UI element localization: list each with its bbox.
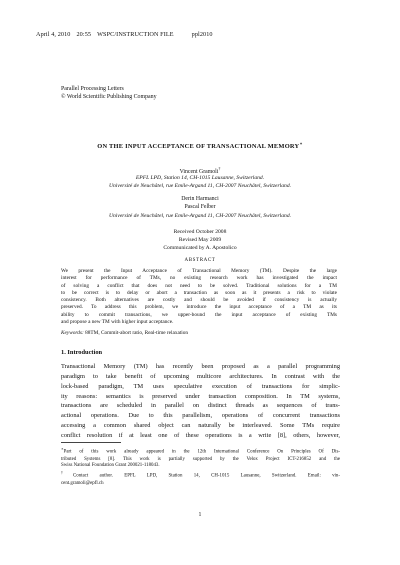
header-time: 20:55 bbox=[76, 31, 92, 38]
body-line: lock-based paradigm, TM uses speculative execution of transactions for simplic- bbox=[61, 382, 340, 390]
abstract-body bbox=[61, 268, 337, 326]
author-1-name: Vincent Gramoli bbox=[179, 168, 219, 175]
abstract-line: consistency. Both alternatives are costly and should be avoided if consistency is actually bbox=[61, 297, 337, 304]
body-line: Transactional Memory (TM) has recently been proposed as a parallel programming bbox=[61, 363, 340, 370]
body-line: paradigm to take benefit of upcoming multicore architectures. In contrast with the bbox=[61, 372, 340, 380]
author-2-name: Derin Harmanci bbox=[181, 196, 219, 202]
keywords: Keywords: 88TM, Commit-abort ratio, Real-time relaxation bbox=[61, 330, 189, 336]
revised-date: Revised May 2009 bbox=[178, 237, 222, 243]
running-header bbox=[36, 31, 213, 38]
body-line: transactions are scheduled in parallel on distinct threads as sequences of trans- bbox=[61, 402, 340, 410]
header-date: April 4, 2010 bbox=[36, 31, 71, 38]
footnote-2-line: cent.gramoli@epfl.ch bbox=[61, 480, 104, 486]
abstract-line: interest for performance of TMs, no existing research work has investigated the impact bbox=[61, 275, 337, 282]
received-date: Received October 2008 bbox=[173, 229, 227, 235]
header-file-name: ppl2010 bbox=[191, 31, 213, 38]
footnote-1-marker: ∗ bbox=[61, 447, 64, 451]
footnote-2-line: †Contact author. EPFL LPD, Station 14, CH-1015 Lausanne, Switzerland. Email: vin- bbox=[61, 471, 340, 479]
journal-copyright: © World Scientific Publishing Company bbox=[61, 94, 157, 100]
footnote-rule bbox=[61, 442, 121, 443]
keywords-label: Keywords bbox=[61, 330, 82, 336]
abstract-line: ability to commit transactions, we upper-bound the input acceptance of existing TMs bbox=[61, 311, 337, 318]
author-1-affiliation-2: Université de Neuchâtel, rue Emile-Argand 11, CH-2007 Neuchâtel, Switzerland. bbox=[108, 183, 292, 189]
body-line: ity reasons: semantics is preserved under transaction composition. In TM systems, bbox=[61, 392, 340, 400]
abstract-line: We present the Input Acceptance of Transactional Memory (TM). Despite the large bbox=[61, 268, 337, 274]
body-line: actional operations. Due to this parallelism, operations of concurrent transactions bbox=[61, 412, 340, 420]
body-line: conflict resolution if at least one of these operations is a write [8], others, however, bbox=[61, 431, 340, 439]
footnote-1-line: ∗Part of this work already appeared in the 12th International Conference On Principles Of Dis- bbox=[61, 447, 340, 455]
author-1 bbox=[0, 166, 400, 175]
abstract-heading: ABSTRACT bbox=[184, 258, 216, 263]
footnotes bbox=[61, 446, 340, 488]
abstract-line: and propose a new TM with higher input acceptance. bbox=[61, 319, 174, 326]
abstract-line: of solving a conflict that does not need to be solved. Traditional solutions for a TM bbox=[61, 282, 337, 289]
page-number: 1 bbox=[198, 512, 202, 518]
section-body bbox=[61, 362, 340, 441]
abstract-line: to be correct is to delay or abort a transaction as soon as it presents a risk to violate bbox=[61, 289, 337, 296]
footnote-1-line: Swiss National Foundation Grant 200021-118043. bbox=[61, 463, 160, 469]
keywords-text: 88TM, Commit-abort ratio, Real-time relaxation bbox=[85, 330, 189, 336]
author-3-name: Pascal Felber bbox=[184, 204, 216, 210]
footnote-1-line: tributed Systems [8]. This work is partially supported by the Velox Project ICT-216852 and the bbox=[61, 456, 340, 462]
body-line: accessing a common shared object can naturally be interleaved. Some TMs require bbox=[61, 422, 340, 430]
paper-title bbox=[0, 141, 400, 150]
paper-title-text: ON THE INPUT ACCEPTANCE OF TRANSACTIONAL MEMORY bbox=[97, 143, 300, 151]
section-heading bbox=[61, 349, 102, 356]
communicated-by: Communicated by A. Apostolico bbox=[163, 245, 237, 251]
author-1-marker: † bbox=[218, 166, 221, 171]
abstract-line: preserved. To address this problem, we introduce the input acceptance of a TM as its bbox=[61, 304, 337, 311]
journal-name: Parallel Processing Letters bbox=[61, 86, 124, 92]
title-footnote-marker: ∗ bbox=[299, 141, 303, 146]
footnote-2-marker: † bbox=[61, 471, 73, 476]
section-number: 1. bbox=[61, 349, 66, 356]
author-2-affiliation: Université de Neuchâtel, rue Emile-Argand 11, CH-2007 Neuchâtel, Switzerland. bbox=[108, 213, 292, 219]
header-file: WSPC/INSTRUCTION FILE bbox=[97, 31, 174, 38]
author-1-affiliation-1: EPFL LPD, Station 14, CH-1015 Lausanne, Switzerland. bbox=[135, 175, 265, 181]
section-title: Introduction bbox=[67, 349, 103, 356]
